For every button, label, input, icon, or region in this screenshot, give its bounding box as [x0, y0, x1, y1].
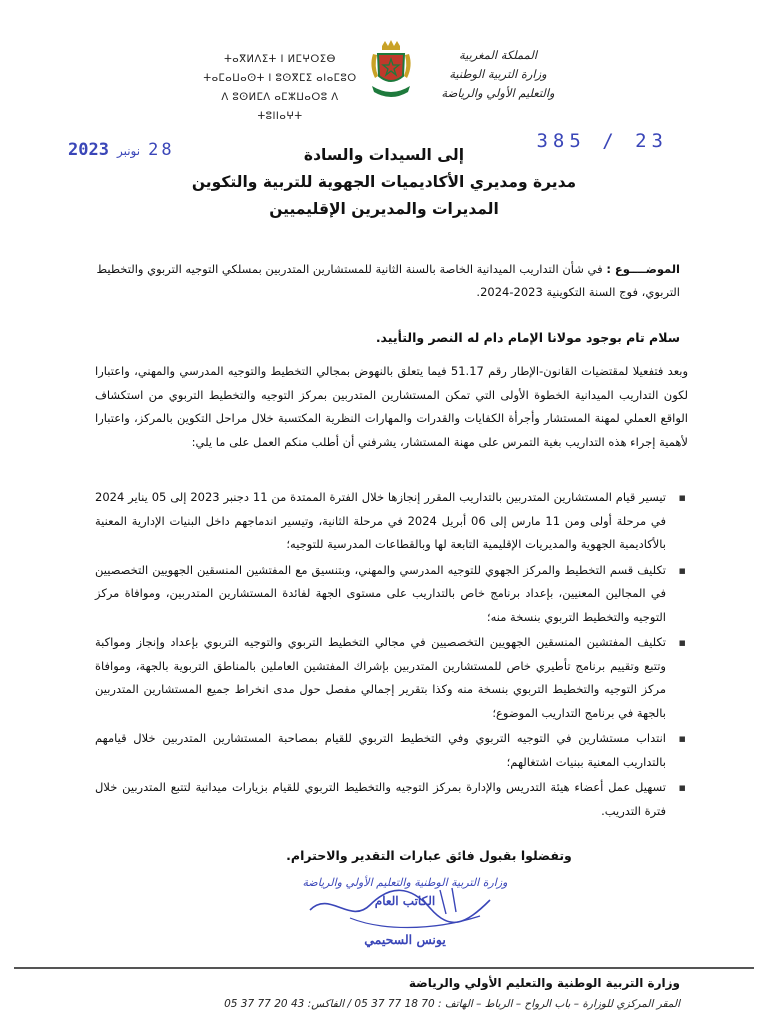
date-month: نونبر [116, 144, 141, 158]
subject-text: في شأن التداريب الميدانية الخاصة بالسنة الثانية للمستشارين المتدربين بمسلكي التوجيه التربوي والتخطيط التربوي، فوج السنة التكوينية 2023-2024. [96, 262, 680, 299]
signatory-name: يونس السحيمي [364, 932, 446, 947]
intro-paragraph: وبعد فتفعيلا لمقتضيات القانون-الإطار رقم 51.17 فيما يتعلق بالنهوض بمجالي التخطيط والتوجيه المدرسي والمهني، واعتبارا لكون التداريب الميدانية الخطوة الأولى التي تمكن المستشارين المتدربين بمركز التوجيه والتخطيط التربوي من استكشاف الواقع العملي لمهنة المستشار وأجرأة الكفايات والقدرات والمهارات النظرية المكتسبة خلال مراحل التكوين بالمركز، واعتبارا لأهمية إجراء هذه التداريب بغية التمرس على مهنة المستشار، يشرفني أن أطلب منكم العمل على ما يلي: [95, 364, 688, 449]
header-tifinagh-line: ⴷ ⵓⵙⵍⵎⴷ ⴰⵎⵣⵡⴰⵔⵓ ⴷ ⵜⵓⵏⵏⴰⵖⵜ [221, 92, 339, 122]
header-arabic-line: وزارة التربية الوطنية [449, 67, 547, 81]
footer-divider [14, 967, 754, 969]
list-item: ▪ تكليف قسم التخطيط والمركز الجهوي للتوجيه المدرسي والمهني، وبتنسيق مع المفتشين المنسقين الجهويين التخصصيين في المجالين المعنيين، بإعداد برنامج خاص بالتداريب على مستوى الجهة لفائدة المستشارين المتدربين، وموافاة مركز التوجيه والتخطيط التربوي بنسخة منه؛ [95, 559, 666, 630]
addressee-line: مديرة ومديري الأكاديميات الجهوية للتربية والتكوين [191, 173, 577, 191]
header-tifinagh-line: ⵜⴰⴳⵍⴷⵉⵜ ⵏ ⵍⵎⵖⵔⵉⴱ [224, 54, 336, 65]
royal-emblem-icon [368, 40, 414, 102]
request-list [95, 486, 688, 825]
signature-stamp-title: الكاتب العام [374, 894, 436, 908]
date-day: 28 [148, 140, 175, 160]
addressee-line: إلى السيدات والسادة [303, 146, 465, 164]
subject-label: الموضــــوع : [606, 262, 680, 276]
list-item: ▪ تكليف المفتشين المنسقين الجهويين التخصصيين في مجالي التخطيط التربوي والتوجيه التربوي بإعداد وإنجاز ومواكبة وتتبع وتقييم برنامج تأطيري خاص للمستشارين المتدربين بإشراك المفتشين العاملين بالمناطق التربوية بالجهة، وموافاة مركز التوجيه والتخطيط التربوي بنسخة منه وكذا بتقرير إجمالي مفصل حول مدى انخراط جميع المستشارين المتدربين بالجهة في برنامج التداريب الموضوع؛ [95, 631, 666, 725]
date-year: 2023 [68, 140, 109, 160]
handwritten-signature-icon [290, 870, 520, 940]
greeting: سلام تام بوجود مولانا الإمام دام له النصر والتأييد. [375, 330, 680, 345]
header-tifinagh [200, 50, 360, 126]
header-tifinagh-line: ⵜⴰⵎⴰⵡⴰⵙⵜ ⵏ ⵓⵙⴳⵎⵉ ⴰⵏⴰⵎⵓⵔ [203, 73, 357, 84]
reference-number-stamp: 385 / 23 [536, 130, 668, 152]
header-arabic-line: المملكة المغربية [458, 48, 538, 62]
closing-line: وتفضلوا بقبول فائق عبارات التقدير والاحترام. [286, 848, 572, 863]
addressee-block [150, 142, 618, 223]
addressee-line: المديرات والمديرين الإقليميين [269, 200, 499, 218]
subject-block [95, 258, 680, 304]
signature-stamp-ministry: وزارة التربية الوطنية والتعليم الأولي والرياضة [302, 876, 508, 889]
list-item: ▪ تسهيل عمل أعضاء هيئة التدريس والإدارة بمركز التوجيه والتخطيط التربوي للقيام بزيارات ميدانية لتتبع المتدربين خلال فترة التدريب. [95, 776, 666, 823]
list-item: ▪ تيسير قيام المستشارين المتدربين بالتداريب المقرر إنجازها خلال الفترة الممتدة من 11 دجنبر 2023 إلى 05 يناير 2024 في مرحلة أولى ومن 11 مارس إلى 06 أبريل 2024 في مرحلة الثانية، وتيسير اندماجهم داخل البنيات الإدارية المعنية بالأكاديمية الجهوية والمديريات الإقليمية التابعة لها وبالقطاعات المدرسية للتوجيه؛ [95, 486, 666, 557]
footer-ministry: وزارة التربية الوطنية والتعليم الأولي والرياضة [408, 976, 680, 990]
signature-block [290, 870, 520, 955]
header-arabic [423, 46, 573, 103]
list-item: ▪ انتداب مستشارين في التوجيه التربوي وفي التخطيط التربوي للقيام بمصاحبة المستشارين المتدربين خلال قيامهم بالتداريب المعنية ببنيات اشتغالهم؛ [95, 727, 666, 774]
footer-address: المقر المركزي للوزارة – باب الرواح – الرباط – الهاتف : 70 18 77 37 05 / الفاكس: 43 20 77 37 05 [224, 998, 680, 1010]
header-arabic-line: والتعليم الأولي والرياضة [441, 86, 555, 100]
